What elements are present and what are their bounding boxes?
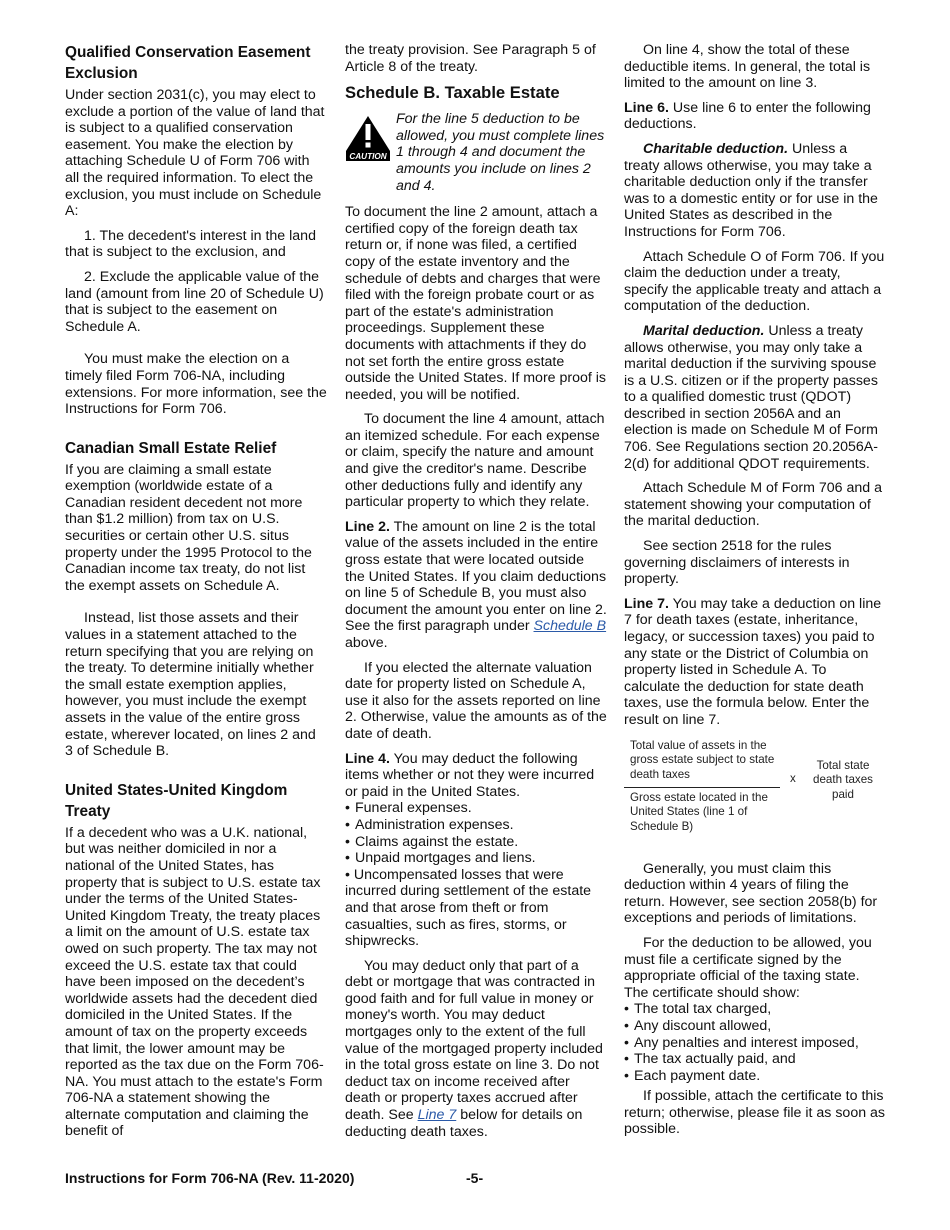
cser-paragraph-2: Instead, list those assets and their values in a statement attached to the return specifying that you are relying on the treaty. To determine initially whether the small estate exemption applies, however, you must include the exempt assets in the value of the entire gross estate, wherever located, on lines 2 and 3 of Schedule B. bbox=[65, 610, 316, 760]
if-possible-paragraph: If possible, attach the certificate to this return; otherwise, please file it as soon as possible. bbox=[624, 1088, 886, 1138]
certificate-list bbox=[624, 1001, 886, 1084]
marital-paragraph bbox=[624, 323, 886, 472]
formula-numerator: Total value of assets in the gross estate subject to state death taxes bbox=[630, 738, 775, 781]
usuk-heading: United States-United Kingdom Treaty bbox=[65, 781, 288, 820]
list-item: • The tax actually paid, and bbox=[624, 1051, 886, 1068]
list-item: • Administration expenses. bbox=[345, 817, 607, 834]
list-item: • Funeral expenses. bbox=[345, 800, 607, 817]
alternate-valuation-paragraph: If you elected the alternate valuation date for property listed on Schedule A, use it also for the assets reported on line 2. Otherwise, value the amounts as of the date of death. bbox=[345, 659, 607, 742]
line7-label: Line 7. bbox=[624, 595, 669, 612]
charitable-text: Unless a treaty allows otherwise, you may take a charitable deduction only if the transfer was to a domestic entity or for use in the United States as described in the Instructions for Form 706. bbox=[624, 140, 878, 240]
debt-after: below for details on deducting death taxes. bbox=[345, 1107, 583, 1140]
formula-times: x bbox=[790, 771, 796, 785]
cser-heading: Canadian Small Estate Relief bbox=[65, 439, 277, 457]
formula-denominator: Gross estate located in the United States (line 1 of Schedule B) bbox=[630, 790, 768, 833]
formula-fraction-line bbox=[624, 787, 780, 788]
document-line4-paragraph: To document the line 4 amount, attach an itemized schedule. For each expense or claim, specify the nature and amount and give the creditor's name. Describe other deductions fully and identify any particular property to which they relate. bbox=[345, 411, 605, 511]
line6-paragraph bbox=[624, 100, 886, 133]
bullet-icon: • bbox=[345, 866, 350, 883]
line2-paragraph bbox=[345, 519, 607, 652]
debt-paragraph bbox=[345, 958, 607, 1141]
qcee-heading: Qualified Conservation Easement Exclusion bbox=[65, 44, 311, 82]
list-item: • Any discount allowed, bbox=[624, 1018, 886, 1035]
line6-text: Use line 6 to enter the following deductions. bbox=[624, 99, 871, 133]
line4-label: Line 4. bbox=[345, 750, 390, 767]
marital-label: Marital deduction. bbox=[643, 322, 765, 339]
qcee-paragraph-2: You must make the election on a timely filed Form 706-NA, including extensions. For more information, see the Instructions for Form 706. bbox=[65, 351, 327, 418]
line7-link[interactable]: Line 7 bbox=[417, 1107, 457, 1124]
schedule-b-heading: Schedule B. Taxable Estate bbox=[345, 83, 560, 103]
charitable-paragraph bbox=[624, 141, 886, 241]
line7-text: You may take a deduction on line 7 for death taxes (estate, inheritance, legacy, or succession taxes) you paid to any state or the District of Columbia on property listed in Schedule A. To calculate the deduction for state death taxes, use the formula below. Enter the result on line 7. bbox=[624, 595, 882, 728]
column-middle bbox=[345, 42, 607, 1148]
footer-page-number: -5- bbox=[466, 1170, 484, 1186]
formula-multiplier: Total state death taxes paid bbox=[813, 758, 873, 801]
list-item: • The total tax charged, bbox=[624, 1001, 886, 1018]
line7-paragraph bbox=[624, 596, 886, 729]
charitable-label: Charitable deduction. bbox=[643, 140, 789, 157]
line4-last-item bbox=[345, 867, 607, 950]
section-2518-paragraph: See section 2518 for the rules governing disclaimers of interests in property. bbox=[624, 538, 850, 588]
death-tax-formula bbox=[624, 739, 886, 839]
line4-text: You may deduct the following items whether or not they were incurred or paid in the United States. bbox=[345, 750, 595, 800]
qcee-item-2: 2. Exclude the applicable value of the land (amount from line 20 of Schedule U) that is subject to the easement on Schedule A. bbox=[65, 268, 324, 335]
footer-form-title: Instructions for Form 706-NA (Rev. 11-2020) bbox=[65, 1170, 355, 1186]
line2-label: Line 2. bbox=[345, 518, 390, 535]
line4-list bbox=[345, 800, 607, 866]
line4-total-paragraph: On line 4, show the total of these deductible items. In general, the total is limited to the amount on line 3. bbox=[624, 42, 871, 92]
list-item: • Claims against the estate. bbox=[345, 834, 607, 851]
line2-text: The amount on line 2 is the total value of the assets included in the entire gross estate that were located outside the United States. If you claim deductions on line 5 of Schedule B, you must also document the amount you enter on line 2. See the first paragraph under bbox=[345, 518, 607, 635]
certificate-paragraph: For the deduction to be allowed, you must file a certificate signed by the appropriate official of the taxing state. The certificate should show: bbox=[624, 934, 872, 1001]
line4-paragraph bbox=[345, 751, 607, 801]
usuk-continuation: the treaty provision. See Paragraph 5 of Article 8 of the treaty. bbox=[345, 42, 596, 75]
generally-paragraph: Generally, you must claim this deduction within 4 years of filing the return. However, see section 2058(b) for exceptions and periods of limitations. bbox=[624, 860, 878, 927]
line4-last-text: Uncompensated losses that were incurred during settlement of the estate and that arose from theft or from casualties, such as fires, storms, or shipwrecks. bbox=[345, 866, 592, 950]
list-item: • Unpaid mortgages and liens. bbox=[345, 850, 607, 867]
caution-icon bbox=[345, 115, 391, 161]
qcee-item-1: 1. The decedent's interest in the land that is subject to the exclusion, and bbox=[65, 227, 316, 261]
list-item: • Any penalties and interest imposed, bbox=[624, 1035, 886, 1052]
caution-text: For the line 5 deduction to be allowed, you must complete lines 1 through 4 and document the amounts you include on lines 2 and 4. bbox=[396, 111, 605, 194]
caution-note bbox=[345, 111, 607, 194]
debt-text: You may deduct only that part of a debt or mortgage that was contracted in good faith and for full value in money or money's worth. You may deduct mortgages only to the extent of the full value of the mortgaged property included in the total gross estate on line 3. Do not deduct tax on income received after death or property taxes accrued after death. See bbox=[345, 957, 603, 1124]
document-line2-paragraph: To document the line 2 amount, attach a certified copy of the foreign death tax return or, if none was filed, a certified copy of the estate inventory and the schedule of debts and charges that were filed with the foreign probate court or as part of the estate's administration proceedings. Supplement these documents with attachments if they do not set forth the entire gross estate outside the United States. If more proof is needed, you will be notified. bbox=[345, 204, 607, 403]
line6-label: Line 6. bbox=[624, 99, 669, 116]
list-item: • Each payment date. bbox=[624, 1068, 886, 1085]
column-right bbox=[624, 42, 886, 1146]
column-left bbox=[65, 42, 327, 1148]
usuk-paragraph-1: If a decedent who was a U.K. national, but was neither domiciled in nor a national of the United States, has property that is subject to U.S. estate tax under the terms of the United States-United Kingdom Treaty, the treaty places a limit on the amount of U.S. estate tax owed on such property. The tax may not exceed the U.S. estate tax that could have been imposed on the decedent’s worldwide assets had the decedent died domiciled in the United States. If the amount of tax on the property exceeds that limit, the lower amount may be reported as the tax due on the Form 706-NA. You must attach to the estate's Form 706-NA a statement showing the alternate computation and claiming the benefit of bbox=[65, 824, 324, 1140]
attach-schedule-m: Attach Schedule M of Form 706 and a statement showing your computation of the marital deduction. bbox=[624, 480, 882, 530]
marital-text: Unless a treaty allows otherwise, you may only take a marital deduction if the surviving spouse is a U.S. citizen or if the property passes to a qualified domestic trust (QDOT) described in section 2056A and an election is made on Schedule M of Form 706. See Regulations section 20.2056A-2(d) for additional QDOT requirements. bbox=[624, 322, 878, 472]
schedule-b-link[interactable]: Schedule B bbox=[533, 618, 607, 635]
qcee-paragraph-1: Under section 2031(c), you may elect to exclude a portion of the value of land that is subject to a qualified conservation easement. You make the election by attaching Schedule U of Form 706 with all the required information. To elect the exclusion, you must include on Schedule A: bbox=[65, 87, 325, 220]
caution-label: CAUTION bbox=[349, 152, 387, 162]
cser-paragraph-1: If you are claiming a small estate exemption (worldwide estate of a Canadian resident decedent not more than $1.2 million) from tax on U.S. securities or certain other U.S. situs property under the 1995 Protocol to the Canadian income tax treaty, do not list the exempt assets on Schedule A. bbox=[65, 461, 312, 594]
line2-after: above. bbox=[345, 635, 388, 651]
attach-schedule-o: Attach Schedule O of Form 706. If you claim the deduction under a treaty, specify the applicable treaty and attach a computation of the deduction. bbox=[624, 248, 885, 315]
